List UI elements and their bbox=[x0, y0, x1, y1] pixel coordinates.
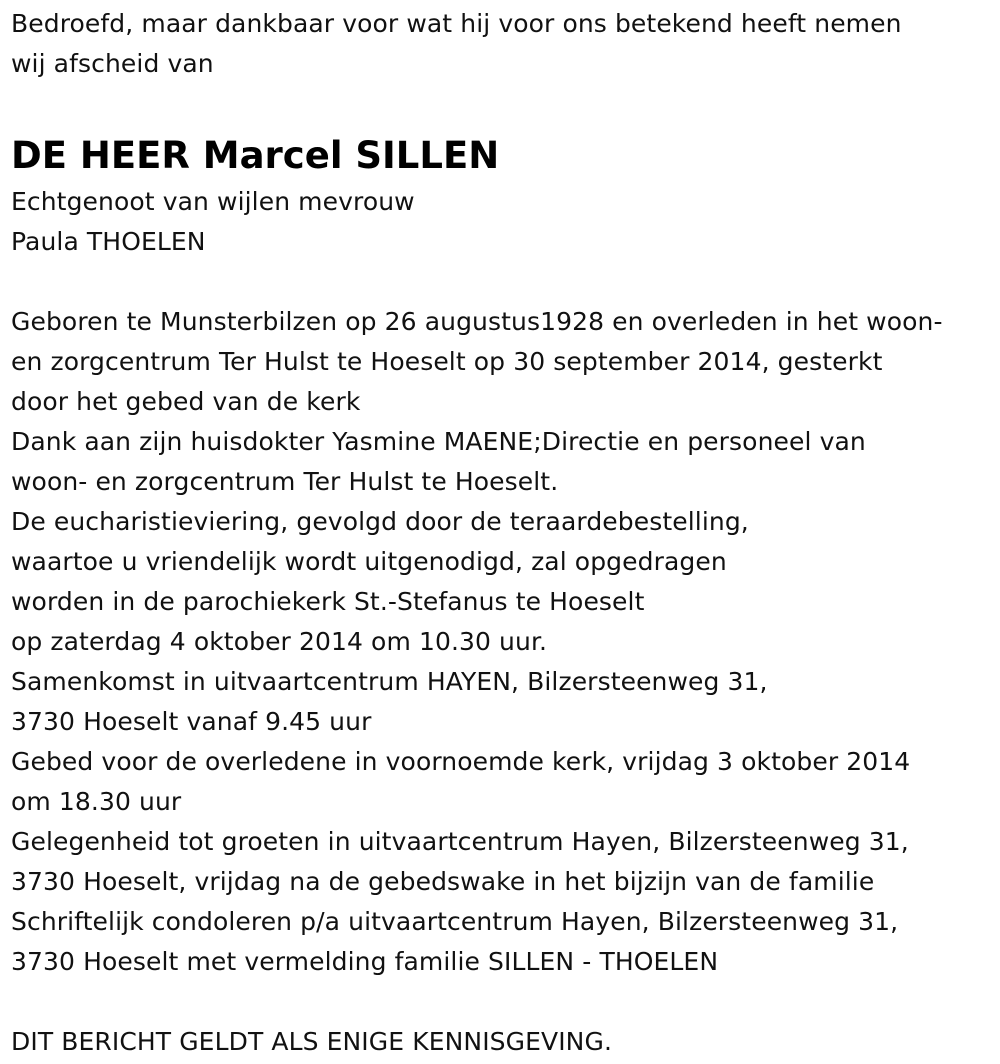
detail-line: 3730 Hoeselt, vrijdag na de gebedswake in het bijzijn van de familie bbox=[11, 867, 875, 896]
detail-line: 3730 Hoeselt met vermelding familie SILLEN - THOELEN bbox=[11, 947, 719, 976]
detail-line: worden in de parochiekerk St.-Stefanus te Hoeselt bbox=[11, 587, 645, 616]
spouse-line: Echtgenoot van wijlen mevrouw bbox=[11, 187, 415, 216]
detail-line: waartoe u vriendelijk wordt uitgenodigd, zal opgedragen bbox=[11, 547, 727, 576]
detail-line: op zaterdag 4 oktober 2014 om 10.30 uur. bbox=[11, 627, 548, 656]
spacer bbox=[11, 262, 1000, 302]
detail-line: De eucharistieviering, gevolgd door de teraardebestelling, bbox=[11, 507, 749, 536]
detail-line: 3730 Hoeselt vanaf 9.45 uur bbox=[11, 707, 372, 736]
spacer bbox=[11, 982, 1000, 1022]
detail-line: en zorgcentrum Ter Hulst te Hoeselt op 30 september 2014, gesterkt bbox=[11, 347, 883, 376]
detail-line: Gebed voor de overledene in voornoemde kerk, vrijdag 3 oktober 2014 bbox=[11, 747, 911, 776]
detail-line: Gelegenheid tot groeten in uitvaartcentrum Hayen, Bilzersteenweg 31, bbox=[11, 827, 909, 856]
closing-notice: DIT BERICHT GELDT ALS ENIGE KENNISGEVING. bbox=[11, 1027, 612, 1056]
detail-line: woon- en zorgcentrum Ter Hulst te Hoeselt. bbox=[11, 467, 559, 496]
deceased-name: DE HEER Marcel SILLEN bbox=[11, 134, 500, 177]
spacer bbox=[11, 84, 1000, 124]
spouse-line: Paula THOELEN bbox=[11, 227, 206, 256]
intro-line: wij afscheid van bbox=[11, 49, 214, 78]
intro-line: Bedroefd, maar dankbaar voor wat hij voor ons betekend heeft nemen bbox=[11, 9, 902, 38]
detail-line: Geboren te Munsterbilzen op 26 augustus1928 en overleden in het woon- bbox=[11, 307, 943, 336]
detail-line: om 18.30 uur bbox=[11, 787, 182, 816]
detail-line: Samenkomst in uitvaartcentrum HAYEN, Bilzersteenweg 31, bbox=[11, 667, 768, 696]
detail-line: Dank aan zijn huisdokter Yasmine MAENE;Directie en personeel van bbox=[11, 427, 866, 456]
detail-line: door het gebed van de kerk bbox=[11, 387, 361, 416]
detail-line: Schriftelijk condoleren p/a uitvaartcentrum Hayen, Bilzersteenweg 31, bbox=[11, 907, 899, 936]
